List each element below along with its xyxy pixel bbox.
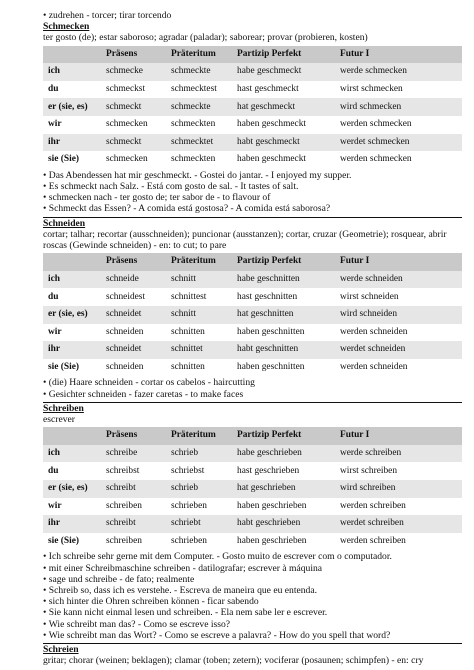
conjugation-cell: schrieben [171,535,207,546]
pronoun-cell: sie (Sie) [48,154,79,165]
table-row [43,98,462,116]
example-bullet: • mit einer Schreibmaschine schreiben - datilografar; escrever à máquina [43,563,462,574]
example-bullet: • Wie schreibt man das? - Como se escreve isso? [43,619,462,630]
table-row [43,341,462,359]
conjugation-cell: werden schneiden [340,326,408,337]
conjugation-cell: schreiben [106,500,142,511]
pronoun-cell: er (sie, es) [43,306,101,324]
example-bullet: • Gesichter schneiden - fazer caretas - to make faces [43,389,462,400]
conjugation-cell: werdet schmecken [335,134,462,152]
conjugation-cell: schneidet [101,341,166,359]
example-bullet: • Sie kann nicht einmal lesen und schreiben. - Ela nem sabe ler e escrever. [43,607,462,618]
table-header-row [43,46,462,64]
column-header: Futur I [335,427,462,445]
conjugation-cell: hast geschnitten [237,291,298,302]
pronoun-cell: sie (Sie) [48,361,79,372]
conjugation-cell: habe geschmeckt [232,63,335,81]
verb-section [43,21,462,214]
example-bullet: • Es schmeckt nach Salz. - Está com gosto de sal. - It tastes of salt. [43,181,462,192]
conjugation-cell: hast geschmeckt [237,83,299,94]
conjugation-cell: werde schreiben [335,445,462,463]
column-header: Partizip Perfekt [232,253,335,271]
conjugation-cell: schnitten [171,326,205,337]
conjugation-cell: schrieb [166,480,232,498]
conjugation-cell: schreibt [101,480,166,498]
column-header: Präsens [101,253,166,271]
table-row [43,324,462,342]
conjugation-cell: schneidest [106,291,146,302]
conjugation-cell: schmeckst [106,83,146,94]
conjugation-cell: schreibe [101,445,166,463]
verb-section [43,217,462,400]
conjugation-cell: habe geschrieben [232,445,335,463]
conjugation-cell: schmeckt [101,98,166,116]
pronoun-cell: ihr [43,134,101,152]
pronoun-cell: er (sie, es) [43,480,101,498]
conjugation-cell: haben geschrieben [237,500,307,511]
conjugation-cell: schreiben [106,535,142,546]
pronoun-cell: du [48,83,59,94]
conjugation-cell: haben geschmeckt [237,154,306,165]
table-row [43,445,462,463]
table-row [43,462,462,480]
table-row [43,480,462,498]
conjugation-cell: schneiden [106,361,144,372]
verb-translation: ter gosto (de); estar saboroso; agradar (paladar); saborear; provar (probieren, kosten) [43,32,368,44]
verb-heading: Schreien [43,643,79,655]
column-header: Präteritum [166,427,232,445]
table-row [43,359,462,377]
pronoun-cell: wir [48,119,62,130]
conjugation-cell: schmecktest [171,83,217,94]
verb-heading: Schmecken [43,21,90,33]
conjugation-cell: schreibt [101,515,166,533]
example-bullet: • Schmeckt das Essen? - A comida está gostosa? - A comida está saborosa? [43,203,462,214]
table-header-row [43,253,462,271]
top-bullet: • zudrehen - torcer; tirar torcendo [43,10,462,21]
example-bullet: • Wie schreibt man das Wort? - Como se escreve a palavra? - How do you spell that word? [43,630,462,641]
conjugation-cell: schmeckt [101,134,166,152]
conjugation-cell: wirst schreiben [340,465,398,476]
conjugation-cell: werden schreiben [340,535,406,546]
conjugation-cell: schmeckten [171,119,216,130]
conjugation-cell: schriebt [166,515,232,533]
conjugation-cell: schrieb [166,445,232,463]
column-header: Partizip Perfekt [232,46,335,64]
column-header: Präteritum [166,253,232,271]
table-row [43,271,462,289]
conjugation-cell: werden schmecken [340,154,412,165]
conjugation-cell: werden schreiben [340,500,406,511]
conjugation-cell: habe geschnitten [232,271,335,289]
example-bullet: • sage und schreibe - de fato; realmente [43,574,462,585]
conjugation-cell: wird schneiden [335,306,462,324]
conjugation-cell: schrieben [171,500,207,511]
table-header-row [43,427,462,445]
conjugation-cell: hat geschrieben [232,480,335,498]
conjugation-cell: hat geschnitten [232,306,335,324]
conjugation-table [43,46,462,169]
conjugation-cell: schmeckte [166,63,232,81]
table-row [43,63,462,81]
conjugation-cell: werde schmecken [335,63,462,81]
conjugation-cell: schneidet [101,306,166,324]
table-row [43,533,462,551]
conjugation-cell: schmeckte [166,98,232,116]
table-row [43,288,462,306]
pronoun-cell: ich [43,271,101,289]
pronoun-cell: ihr [43,341,101,359]
conjugation-cell: werde schneiden [335,271,462,289]
verb-heading: Schreiben [43,402,84,414]
conjugation-cell: schriebst [171,465,205,476]
conjugation-cell: schmecke [101,63,166,81]
example-bullet: • Ich schreibe sehr gerne mit dem Computer. - Gosto muito de escrever com o computador. [43,551,462,562]
pronoun-cell: ich [43,445,101,463]
conjugation-cell: schmecken [106,119,148,130]
pronoun-cell: sie (Sie) [48,535,79,546]
conjugation-cell: schmeckten [171,154,216,165]
column-header: Präteritum [166,46,232,64]
conjugation-cell: schneide [101,271,166,289]
pronoun-cell: ihr [43,515,101,533]
conjugation-cell: habt geschnitten [232,341,335,359]
header-corner [43,46,101,64]
verb-translation: escrever [43,413,75,425]
conjugation-cell: schnitt [166,271,232,289]
conjugation-cell: schnitten [171,361,205,372]
verb-translation: gritar; chorar (weinen; beklagen); clamar (toben; zetern); vociferar (posaunen; schimpfen) - en: cry [43,655,424,667]
table-row [43,151,462,169]
conjugation-cell: haben geschnitten [237,326,305,337]
conjugation-cell: haben geschnitten [237,361,305,372]
conjugation-cell: habt geschmeckt [232,134,335,152]
column-header: Futur I [335,253,462,271]
table-row [43,306,462,324]
example-bullet: • sich hinter die Ohren schreiben können - ficar sabendo [43,596,462,607]
pronoun-cell: er (sie, es) [43,98,101,116]
conjugation-cell: wird schmecken [335,98,462,116]
table-row [43,134,462,152]
conjugation-table [43,253,462,376]
conjugation-cell: werdet schneiden [335,341,462,359]
column-header: Futur I [335,46,462,64]
pronoun-cell: du [48,465,59,476]
conjugation-cell: schnittest [171,291,207,302]
conjugation-cell: hat geschmeckt [232,98,335,116]
header-corner [43,427,101,445]
conjugation-cell: schneiden [106,326,144,337]
verb-section [43,643,462,666]
column-header: Präsens [101,427,166,445]
conjugation-cell: wird schreiben [335,480,462,498]
conjugation-cell: haben geschmeckt [237,119,306,130]
conjugation-cell: werden schmecken [340,119,412,130]
conjugation-cell: habt geschrieben [232,515,335,533]
column-header: Präsens [101,46,166,64]
conjugation-cell: schmecktet [166,134,232,152]
pronoun-cell: ich [43,63,101,81]
conjugation-cell: schnittet [166,341,232,359]
conjugation-cell: wirst schneiden [340,291,399,302]
table-row [43,116,462,134]
conjugation-cell: werden schneiden [340,361,408,372]
sections-container [43,21,462,666]
column-header: Partizip Perfekt [232,427,335,445]
example-bullet: • schmecken nach - ter gosto de; ter sabor de - to flavour of [43,192,462,203]
pronoun-cell: wir [48,500,62,511]
table-row [43,515,462,533]
conjugation-table [43,427,462,550]
conjugation-cell: schreibst [106,465,140,476]
conjugation-cell: schmecken [106,154,148,165]
example-bullet: • Schreib so, dass ich es verstehe. - Escreva de maneira que eu entenda. [43,585,462,596]
conjugation-cell: werdet schreiben [335,515,462,533]
pronoun-cell: wir [48,326,62,337]
verb-translation: cortar; talhar; recortar (ausschneiden); puncionar (ausstanzen); cortar, cruzar (Geometrie); rosquear, abrir roscas (Gewinde schneiden) - en: to cut; to pare [43,228,447,251]
conjugation-cell: schnitt [166,306,232,324]
verb-section [43,402,462,641]
verb-heading: Schneiden [43,217,86,229]
table-row [43,498,462,516]
pronoun-cell: du [48,291,59,302]
conjugation-cell: haben geschrieben [237,535,307,546]
example-bullet: • Das Abendessen hat mir geschmeckt. - Gostei do jantar. - I enjoyed my supper. [43,170,462,181]
conjugation-cell: hast geschrieben [237,465,300,476]
header-corner [43,253,101,271]
table-row [43,81,462,99]
example-bullet: • (die) Haare schneiden - cortar os cabelos - haircutting [43,377,462,388]
conjugation-cell: wirst schmecken [340,83,403,94]
